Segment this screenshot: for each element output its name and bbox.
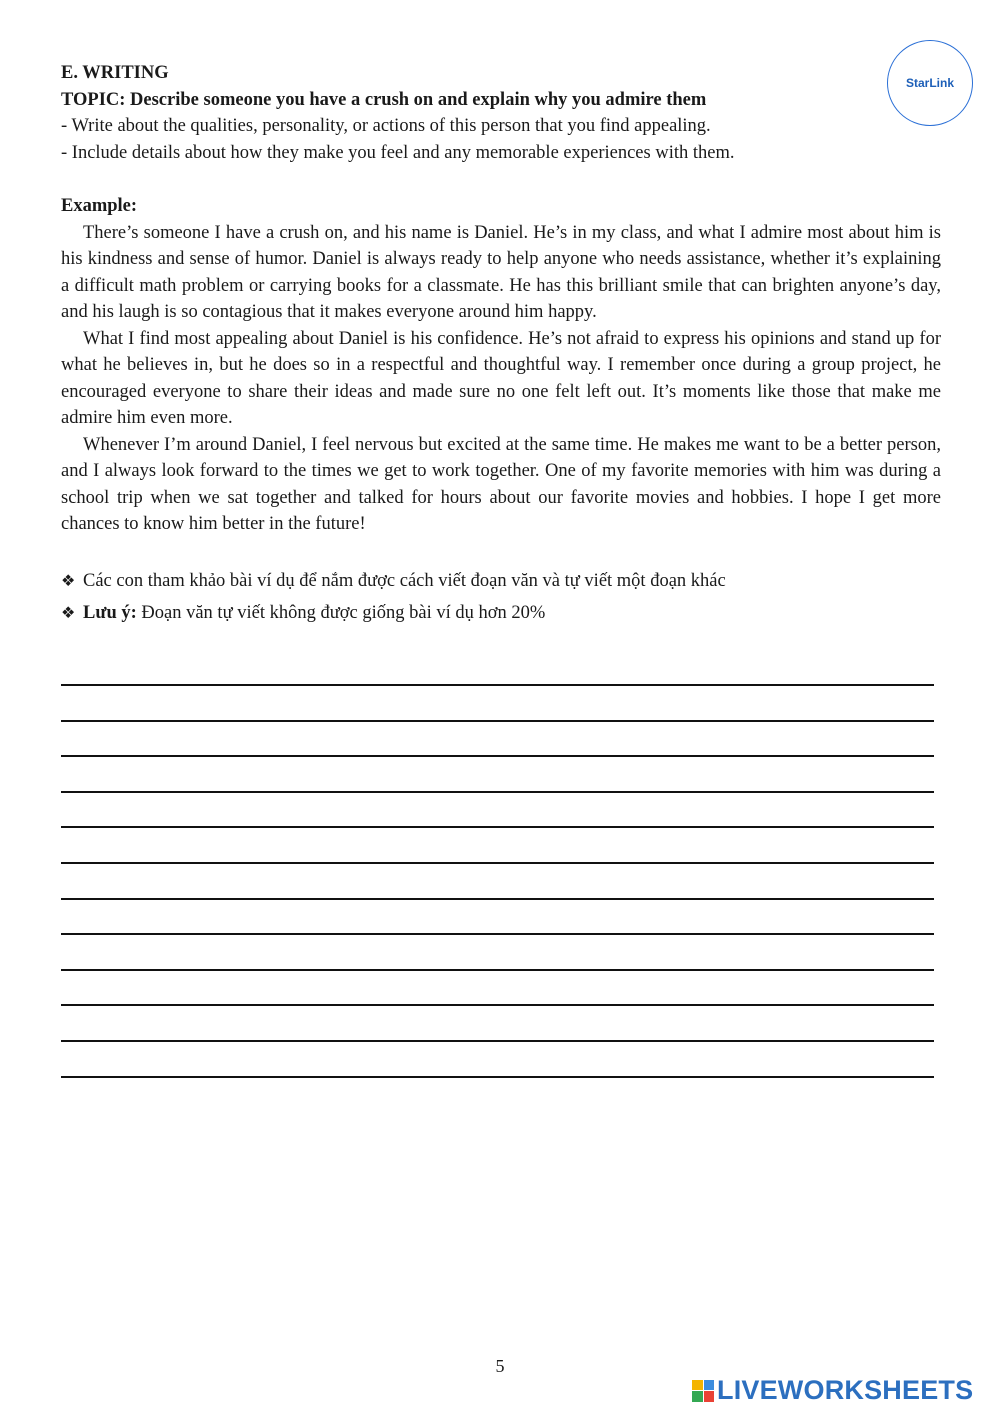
writing-line[interactable] bbox=[61, 1076, 934, 1078]
example-paragraph-1: There’s someone I have a crush on, and his name is Daniel. He’s in my class, and what I admire most about him is his kindness and sense of humor. Daniel is always ready to help anyone who needs assistance, whether it’s explaining a difficult math problem or carrying books for a classmate. He has this brilliant smile that can brighten anyone’s day, and his laugh is so contagious that it makes everyone around him happy. bbox=[61, 222, 941, 322]
writing-line[interactable] bbox=[61, 862, 934, 864]
writing-line[interactable] bbox=[61, 791, 934, 793]
instruction-2: - Include details about how they make you feel and any memorable experiences with them. bbox=[61, 142, 735, 163]
liveworksheets-watermark bbox=[692, 1375, 973, 1406]
example-paragraph-3: Whenever I’m around Daniel, I feel nervous but excited at the same time. He makes me want to be a better person, and I always look forward to the times we get to work together. One of my favorite memories with him was during a school trip when we sat together and talked for hours about our favorite movies and hobbies. I hope I get more chances to know him better in the future! bbox=[61, 434, 941, 534]
section-heading: E. WRITING bbox=[61, 63, 169, 83]
writing-line[interactable] bbox=[61, 755, 934, 757]
writing-line[interactable] bbox=[61, 1040, 934, 1042]
writing-line[interactable] bbox=[61, 969, 934, 971]
writing-line[interactable] bbox=[61, 684, 934, 686]
diamond-bullet-icon: ❖ bbox=[61, 570, 76, 590]
notes bbox=[61, 568, 941, 627]
note-warning bbox=[61, 600, 941, 627]
writing-line[interactable] bbox=[61, 720, 934, 722]
diamond-bullet-icon: ❖ bbox=[61, 603, 76, 622]
writing-line[interactable] bbox=[61, 826, 934, 828]
worksheet-page bbox=[61, 60, 941, 633]
note-reference-text: Các con tham khảo bài ví dụ để nắm được cách viết đoạn văn và tự viết một đoạn khác bbox=[83, 570, 726, 591]
topic-title: TOPIC: Describe someone you have a crush on and explain why you admire them bbox=[61, 89, 707, 110]
writing-line[interactable] bbox=[61, 933, 934, 935]
page-number: 5 bbox=[495, 1356, 505, 1376]
logo-text: StarLink bbox=[905, 76, 954, 90]
writing-line[interactable] bbox=[61, 898, 934, 900]
liveworksheets-text: LIVEWORKSHEETS bbox=[717, 1375, 974, 1405]
example-label: Example: bbox=[61, 196, 138, 216]
example-paragraph-2: What I find most appealing about Daniel is his confidence. He’s not afraid to express his opinions and stand up for what he believes in, but he does so in a respectful and thoughtful way. I remember once during a group project, he encouraged everyone to share their ideas and made sure no one felt left out. It’s moments like those that make me admire him even more. bbox=[61, 328, 941, 428]
instruction-1: - Write about the qualities, personality, or actions of this person that you find appealing. bbox=[61, 116, 711, 136]
note-warning-text: Đoạn văn tự viết không được giống bài ví dụ hơn 20% bbox=[136, 603, 546, 623]
liveworksheets-cube-icon bbox=[692, 1380, 714, 1402]
writing-line[interactable] bbox=[61, 1004, 934, 1006]
note-reference bbox=[61, 568, 941, 595]
writing-area[interactable] bbox=[61, 684, 934, 1111]
note-warning-label: Lưu ý: bbox=[83, 603, 137, 623]
